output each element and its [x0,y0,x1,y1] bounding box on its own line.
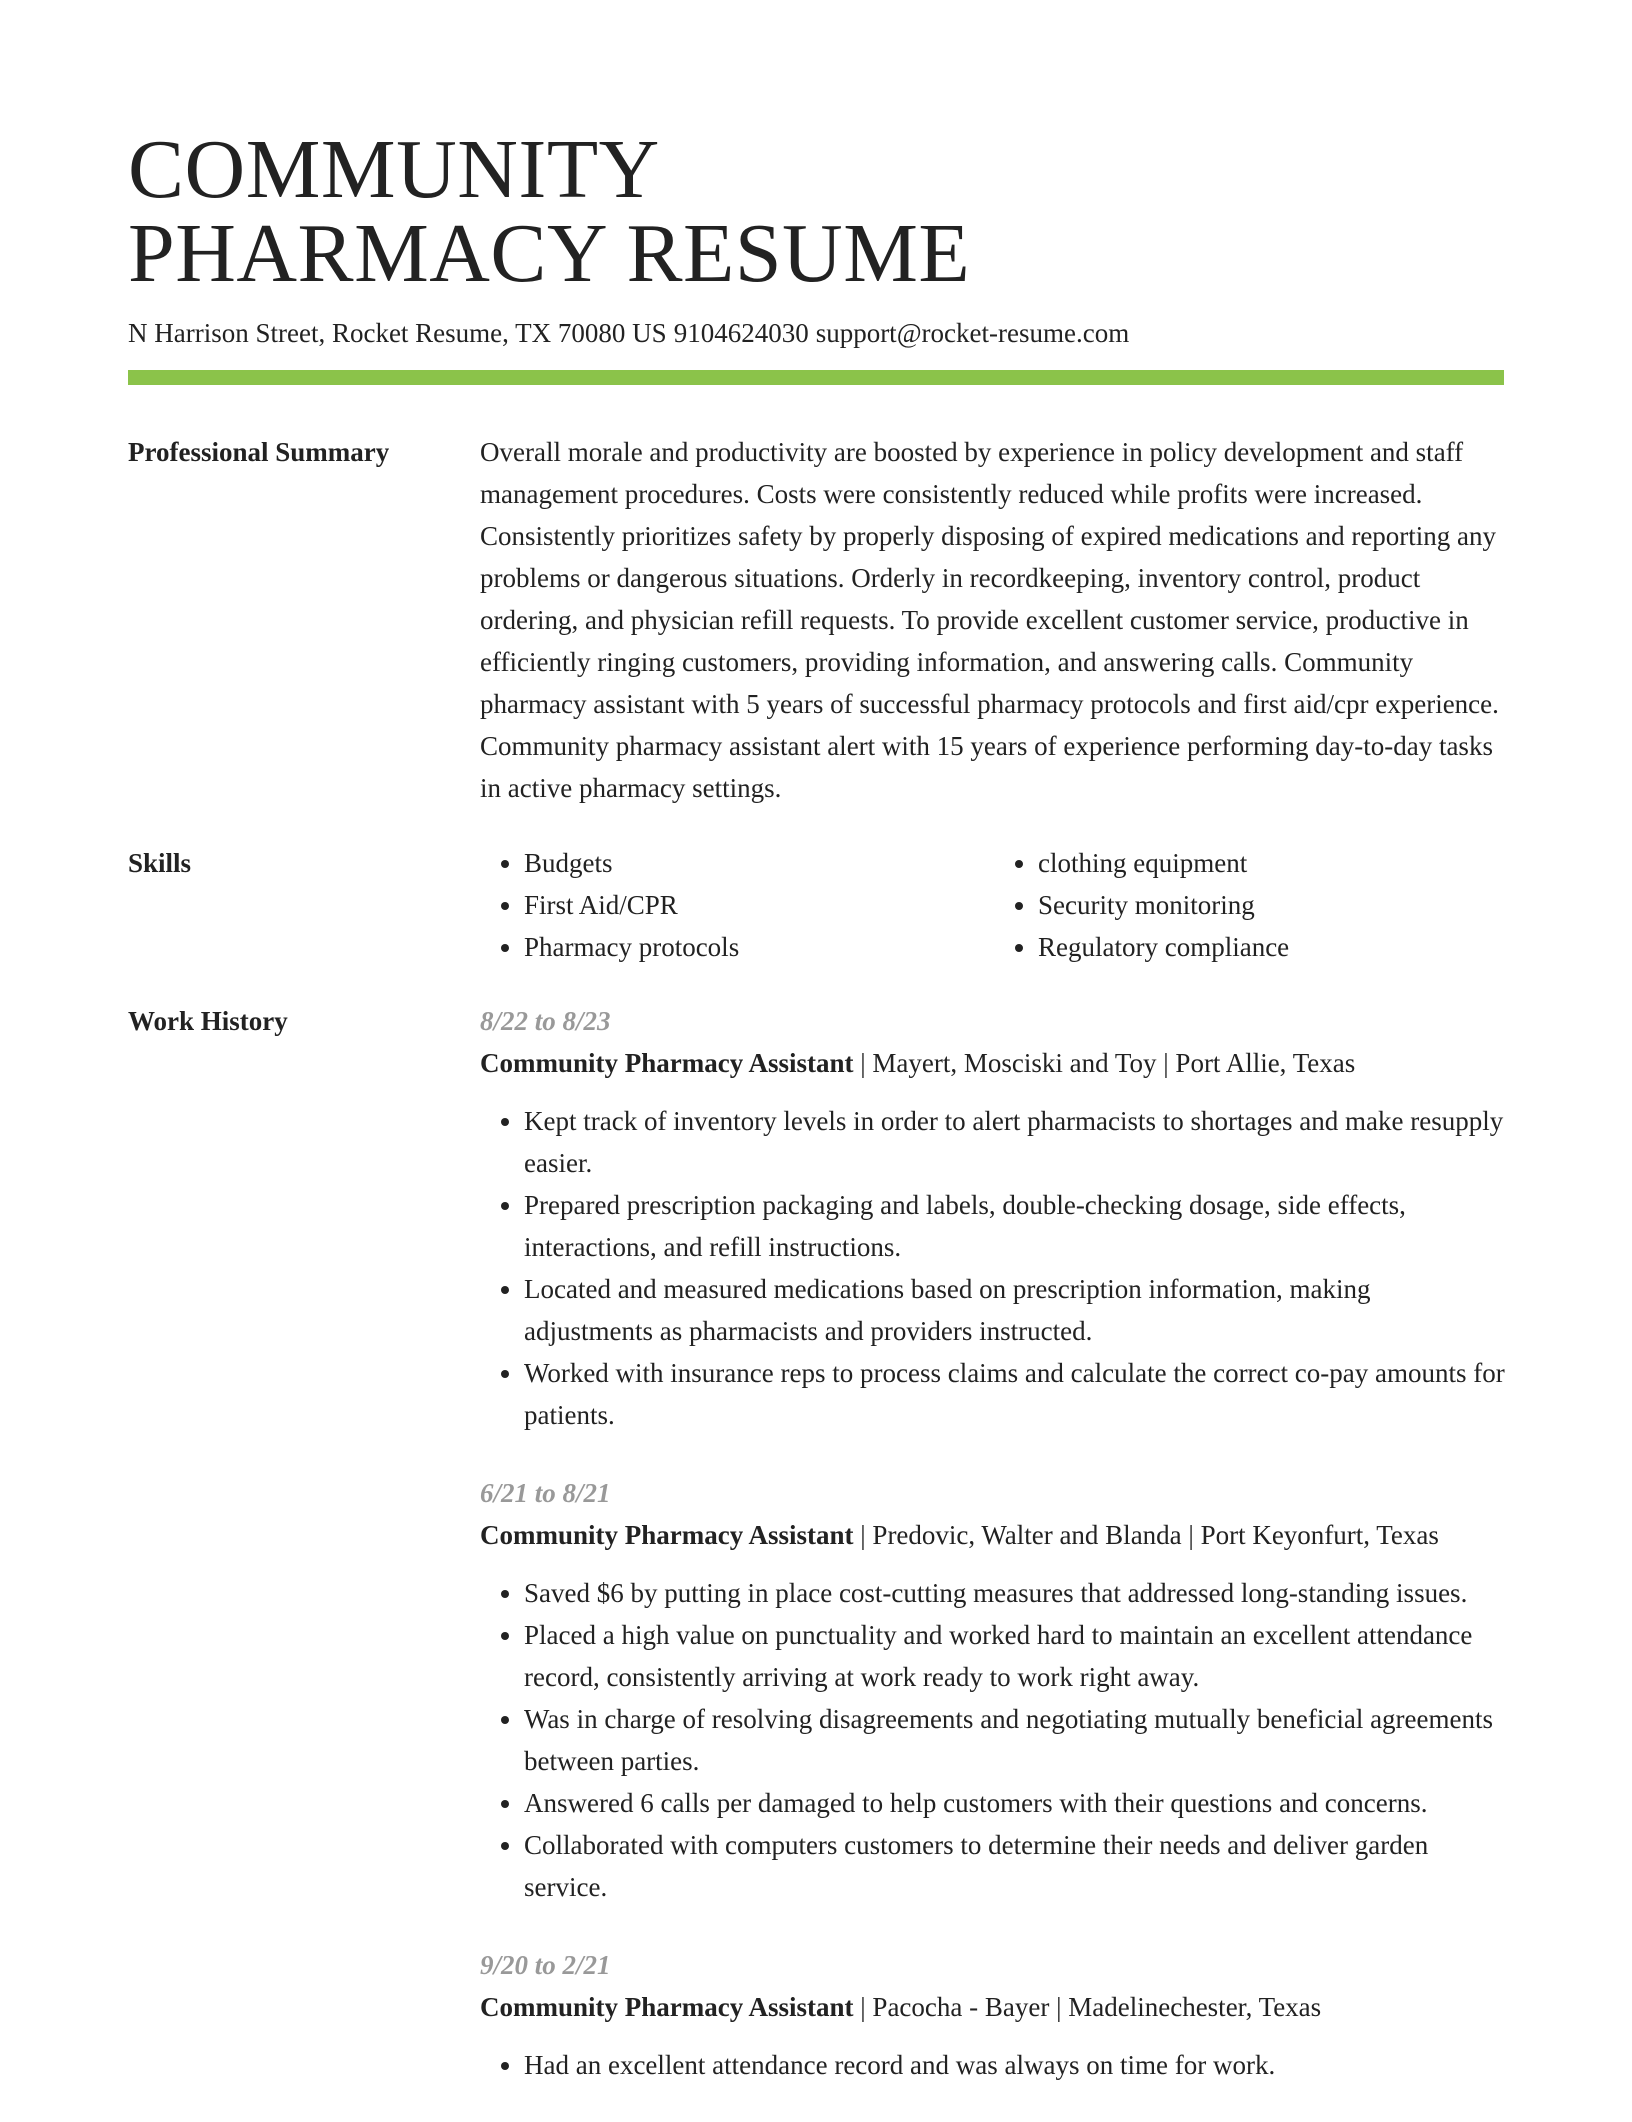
job-bullet: • Located and measured medications based on prescription information, making adjustments as pharmacists and providers instructed. [524,1268,1506,1352]
section-label-skills: Skills [128,848,192,878]
summary-content [480,431,1506,809]
accent-divider [128,370,1504,385]
job-location: Port Keyonfurt, Texas [1200,1520,1439,1550]
job-bullets [480,2044,1506,2086]
skill-item: • Budgets [524,842,984,884]
job-separator: | [1188,1520,1194,1550]
work-content [480,1000,1506,2122]
skills-list-right [994,842,1498,968]
job-title-line [480,1514,1506,1556]
skill-item: • First Aid/CPR [524,884,984,926]
skill-item: • clothing equipment [1038,842,1498,884]
job-company: Predovic, Walter and Blanda [872,1520,1182,1550]
job-bullet: • Kept track of inventory levels in order to alert pharmacists to shortages and make resupply easier. [524,1100,1506,1184]
job-bullet: • Had an excellent attendance record and was always on time for work. [524,2044,1506,2086]
section-label-work: Work History [128,1006,288,1036]
job-dates: 9/20 to 2/21 [480,1950,611,1980]
job-role: Community Pharmacy Assistant [480,1048,854,1078]
job-role: Community Pharmacy Assistant [480,1520,854,1550]
job-bullet: • Worked with insurance reps to process claims and calculate the correct co-pay amounts for patients. [524,1352,1506,1436]
skills-content [480,842,1506,968]
job-bullet: • Collaborated with computers customers to determine their needs and deliver garden service. [524,1824,1506,1908]
skills-list-left [480,842,984,968]
job-bullet: • Saved $6 by putting in place cost-cutting measures that addressed long-standing issues. [524,1572,1506,1614]
job-bullet: • Placed a high value on punctuality and worked hard to maintain an excellent attendance record, consistently arriving at work ready to work right away. [524,1614,1506,1698]
job-location: Madelinechester, Texas [1068,1992,1322,2022]
job-bullets [480,1100,1506,1436]
job-dates: 6/21 to 8/21 [480,1478,611,1508]
job-separator: | [860,1048,866,1078]
job-separator: | [860,1520,866,1550]
job-location: Port Allie, Texas [1175,1048,1356,1078]
job-separator: | [1163,1048,1169,1078]
job-title-line [480,1042,1506,1084]
job-entry [480,1472,1506,1908]
job-bullet: • Was in charge of resolving disagreements and negotiating mutually beneficial agreements between parties. [524,1698,1506,1782]
section-label-summary: Professional Summary [128,437,390,467]
skill-item: • Regulatory compliance [1038,926,1498,968]
skill-item: • Security monitoring [1038,884,1498,926]
resume-title [128,123,971,300]
job-title-line [480,1986,1506,2028]
job-role: Community Pharmacy Assistant [480,1992,854,2022]
job-bullet: • Answered 6 calls per damaged to help customers with their questions and concerns. [524,1782,1506,1824]
title-line-2: PHARMACY RESUME [128,207,971,300]
title-line-1: COMMUNITY [128,123,660,216]
job-company: Mayert, Mosciski and Toy [872,1048,1157,1078]
job-entry [480,1944,1506,2086]
contact-line [128,316,1129,350]
contact-phone: 9104624030 [673,318,809,348]
skill-item: • Pharmacy protocols [524,926,984,968]
job-company: Pacocha - Bayer [872,1992,1050,2022]
job-bullets [480,1572,1506,1908]
summary-text: Overall morale and productivity are boosted by experience in policy development and staff management procedures. Costs were consistently reduced while profits were increased. Consistently prioritizes safety by properly disposing of expired medications and reporting any problems or dangerous situations. Orderly in recordkeeping, inventory control, product ordering, and physician refill requests. To provide excellent customer service, productive in efficiently ringing customers, providing information, and answering calls. Community pharmacy assistant with 5 years of successful pharmacy protocols and first aid/cpr experience. Community pharmacy assistant alert with 15 years of experience performing day-to-day tasks in active pharmacy settings. [480,437,1499,803]
job-entry [480,1000,1506,1436]
job-separator: | [860,1992,866,2022]
job-separator: | [1056,1992,1062,2022]
job-dates: 8/22 to 8/23 [480,1006,611,1036]
contact-address: N Harrison Street, Rocket Resume, TX 70080 US [128,318,667,348]
job-bullet: • Prepared prescription packaging and labels, double-checking dosage, side effects, interactions, and refill instructions. [524,1184,1506,1268]
contact-email: support@rocket-resume.com [815,318,1130,348]
